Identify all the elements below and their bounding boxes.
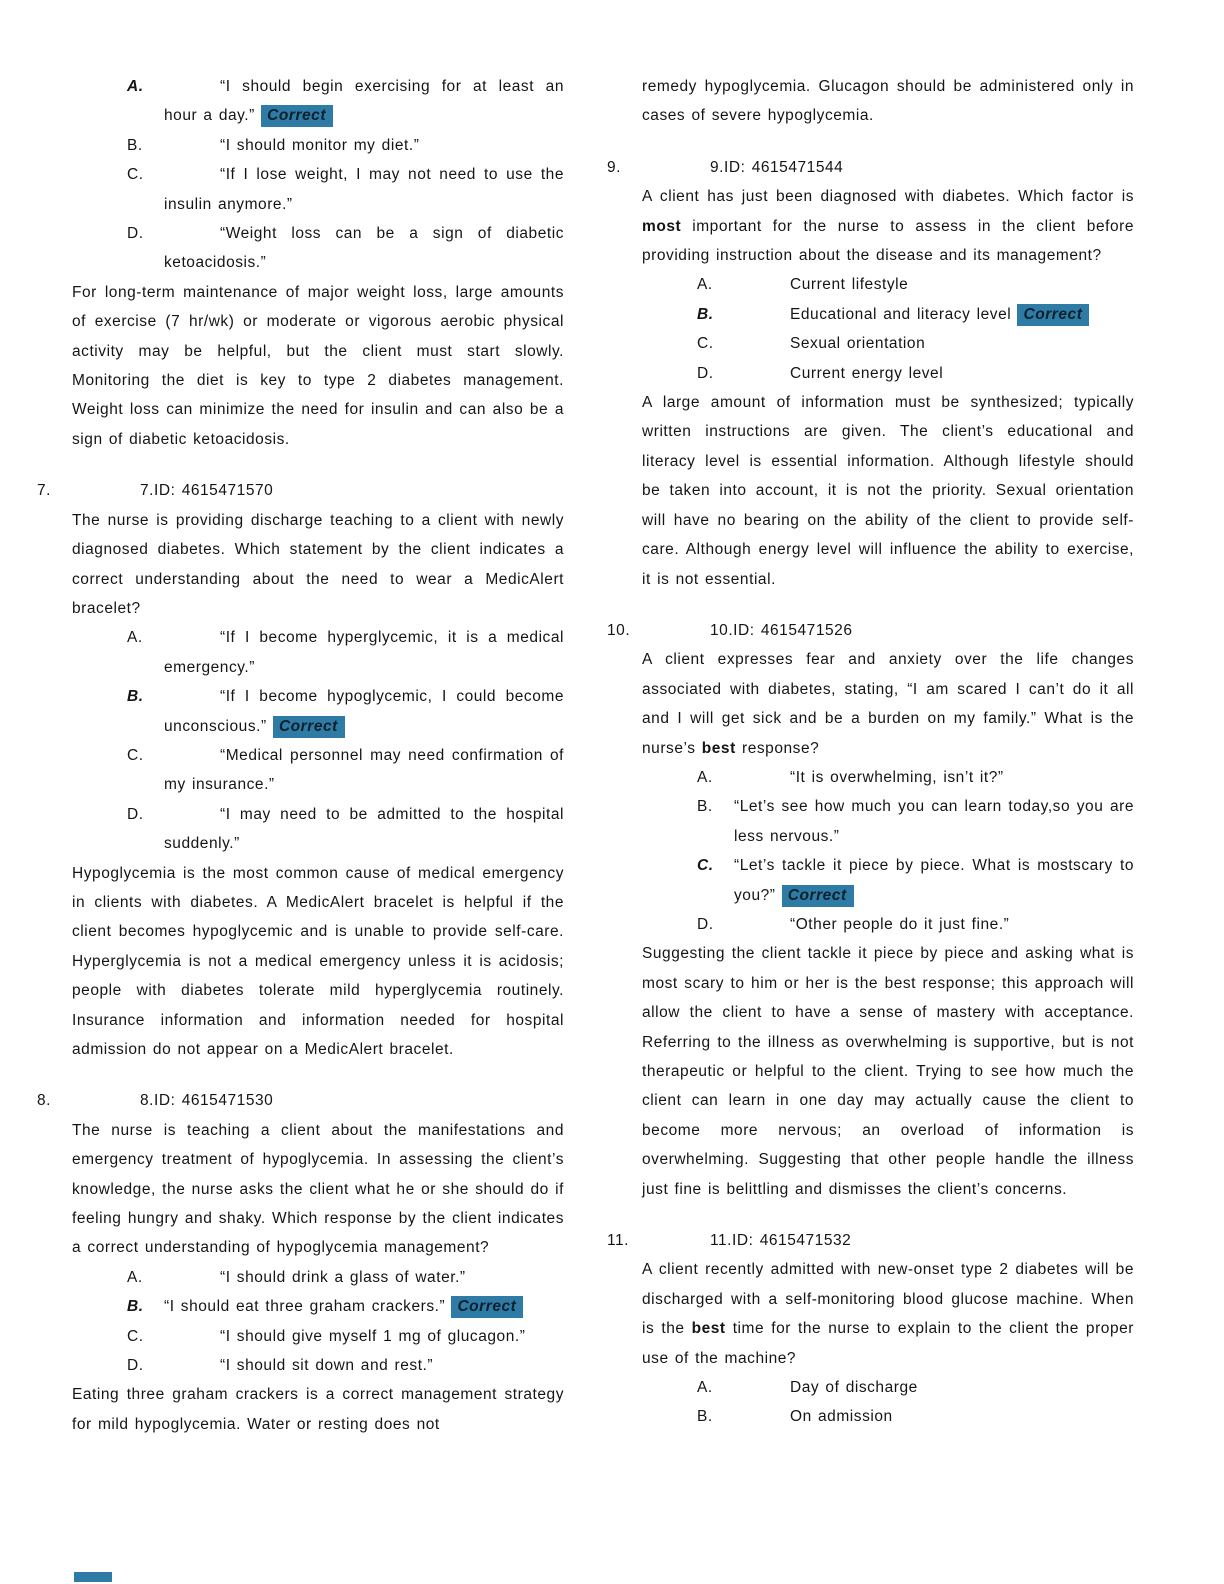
text-run: “I may need to be admitted to the hospital suddenly.” bbox=[164, 805, 564, 853]
option-text bbox=[164, 682, 564, 741]
option-letter: A. bbox=[127, 1268, 143, 1286]
text-run: For long-term maintenance of major weight loss, large amounts of exercise (7 hr/wk) or moderate or vigorous aerobic physical activity may be helpful, but the client must start slowly. Monitoring the diet is key to type 2 diabetes management. Weight loss can minimize the need for insulin and can also be a sign of diabetic ketoacidosis. bbox=[72, 283, 564, 448]
option-text bbox=[164, 1292, 564, 1321]
answer-option bbox=[127, 623, 564, 682]
option-text bbox=[734, 763, 1134, 792]
option-letter: A. bbox=[697, 768, 713, 786]
text-run: “Let’s tackle it piece by piece. What is mostscary to you?” bbox=[734, 857, 1134, 904]
option-letter: B. bbox=[697, 798, 713, 816]
text-run: “If I become hyperglycemic, it is a medical emergency.” bbox=[164, 629, 564, 676]
answer-option bbox=[127, 800, 564, 859]
rationale-text bbox=[72, 859, 564, 1065]
option-letter: D. bbox=[127, 805, 144, 823]
option-letter: D. bbox=[697, 915, 714, 933]
answer-option bbox=[697, 910, 1134, 939]
question-stem bbox=[72, 1116, 564, 1263]
text-run: Sexual orientation bbox=[790, 335, 926, 353]
answer-option bbox=[697, 1402, 1134, 1431]
option-letter: D. bbox=[127, 1357, 144, 1375]
text-run: A client recently admitted with new-onset type 2 diabetes will be discharged with a self-monitoring blood glucose machine. When is the bbox=[642, 1261, 1134, 1338]
option-text bbox=[734, 270, 1134, 299]
rationale-text bbox=[642, 388, 1134, 594]
rationale-text bbox=[72, 278, 564, 454]
rationale-text bbox=[642, 72, 1134, 131]
answer-option bbox=[127, 1263, 564, 1292]
question-number: 7. bbox=[37, 482, 52, 500]
rationale-text bbox=[642, 939, 1134, 1204]
option-text bbox=[734, 300, 1134, 329]
question-header bbox=[607, 153, 1134, 182]
answer-option bbox=[697, 359, 1134, 388]
cutoff-highlight-fragment bbox=[74, 1572, 112, 1582]
option-text bbox=[164, 1322, 564, 1351]
answer-option bbox=[697, 1373, 1134, 1402]
option-text bbox=[164, 160, 564, 219]
text-run: On admission bbox=[790, 1408, 893, 1426]
correct-answer-badge: Correct bbox=[451, 1296, 523, 1318]
text-run: “I should eat three graham crackers.” bbox=[164, 1298, 446, 1316]
question-stem bbox=[642, 182, 1134, 270]
question-id: 8.ID: 4615471530 bbox=[140, 1092, 274, 1110]
text-run: A client expresses fear and anxiety over the life changes associated with diabetes, stating, “I am scared I can’t do it all and I will get sick and be a burden on my family.” What is the nurse’s bbox=[642, 651, 1134, 757]
question-stem bbox=[642, 645, 1134, 763]
answer-option bbox=[127, 682, 564, 741]
emphasis-text: best bbox=[701, 739, 736, 757]
answer-option bbox=[127, 72, 564, 131]
option-letter: A. bbox=[127, 78, 144, 95]
option-text bbox=[734, 1373, 1134, 1402]
correct-answer-badge: Correct bbox=[1017, 304, 1089, 326]
option-text bbox=[164, 219, 564, 278]
text-run: Eating three graham crackers is a correct management strategy for mild hypoglycemia. Water or resting does not bbox=[72, 1386, 564, 1433]
text-run: The nurse is teaching a client about the manifestations and emergency treatment of hypoglycemia. In assessing the client’s knowledge, the nurse asks the client what he or she should do if feeling hungry and shaky. Which response by the client indicates a correct understanding of hypoglycemia management? bbox=[72, 1121, 564, 1257]
text-run: Current energy level bbox=[790, 364, 944, 382]
emphasis-text: most bbox=[642, 217, 682, 235]
correct-answer-badge: Correct bbox=[273, 716, 345, 738]
question-header bbox=[37, 476, 564, 505]
answer-option bbox=[697, 763, 1134, 792]
option-text bbox=[164, 1263, 564, 1292]
option-letter: C. bbox=[697, 857, 714, 875]
rationale-text bbox=[72, 1380, 564, 1439]
answer-option bbox=[697, 329, 1134, 358]
option-letter: C. bbox=[697, 335, 714, 353]
text-run: “If I lose weight, I may not need to use the insulin anymore.” bbox=[164, 166, 564, 213]
option-text bbox=[164, 800, 564, 859]
text-run: Educational and literacy level bbox=[790, 305, 1012, 323]
answer-option bbox=[127, 160, 564, 219]
option-letter: B. bbox=[697, 305, 714, 323]
text-run: “It is overwhelming, isn’t it?” bbox=[790, 768, 1004, 786]
option-letter: C. bbox=[127, 746, 144, 764]
text-run: “I should drink a glass of water.” bbox=[220, 1268, 466, 1286]
option-text bbox=[164, 131, 564, 160]
question-header bbox=[607, 616, 1134, 645]
option-text bbox=[734, 1402, 1134, 1431]
option-text bbox=[164, 72, 564, 131]
option-text bbox=[164, 741, 564, 800]
text-run: A large amount of information must be synthesized; typically written instructions are given. The client’s educational and literacy level is essential information. Although lifestyle should be taken into account, it is not the priority. Sexual orientation will have no bearing on the ability of the client to provide self-care. Although energy level will influence the ability to exercise, it is not essential. bbox=[642, 394, 1134, 588]
question-stem bbox=[642, 1255, 1134, 1373]
question-number: 11. bbox=[607, 1232, 630, 1250]
answer-option bbox=[697, 270, 1134, 299]
question-number: 9. bbox=[607, 158, 622, 176]
option-letter: B. bbox=[697, 1408, 713, 1426]
text-run: Suggesting the client tackle it piece by piece and asking what is most scary to him or her is the best response; this approach will allow the client to have a sense of mastery with acceptance. Referring to the illness as overwhelming is supportive, but is not therapeutic or helpful to the client. Trying to see how much the client can learn in one day may actually cause the client to become more nervous; an overload of information is overwhelming. Suggesting that other people handle the illness just fine is belittling and dismisses the client’s concerns. bbox=[642, 945, 1134, 1198]
option-text bbox=[164, 1351, 564, 1380]
question-id: 11.ID: 4615471532 bbox=[710, 1232, 852, 1250]
emphasis-text: best bbox=[691, 1320, 726, 1338]
question-number: 8. bbox=[37, 1092, 52, 1110]
text-run: remedy hypoglycemia. Glucagon should be administered only in cases of severe hypoglycemia. bbox=[642, 78, 1134, 125]
text-run: The nurse is providing discharge teaching to a client with newly diagnosed diabetes. Which statement by the client indicates a correct understanding about the need to wear a MedicAlert bracelet? bbox=[72, 511, 564, 617]
answer-option bbox=[127, 131, 564, 160]
answer-option bbox=[697, 792, 1134, 851]
text-run: “Medical personnel may need confirmation of my insurance.” bbox=[164, 746, 564, 794]
text-run: response? bbox=[735, 739, 820, 757]
text-run: Current lifestyle bbox=[790, 276, 909, 294]
option-text bbox=[734, 910, 1134, 939]
text-run: “Let’s see how much you can learn today,so you are less nervous.” bbox=[734, 798, 1134, 845]
correct-answer-badge: Correct bbox=[261, 105, 333, 127]
option-text bbox=[734, 359, 1134, 388]
two-column-layout bbox=[37, 72, 1134, 1439]
text-run: “Other people do it just fine.” bbox=[790, 915, 1010, 933]
option-text bbox=[164, 623, 564, 682]
question-header bbox=[607, 1226, 1134, 1255]
answer-option bbox=[127, 1292, 564, 1321]
text-run: “Weight loss can be a sign of diabetic ketoacidosis.” bbox=[164, 225, 564, 272]
right-column bbox=[607, 72, 1134, 1432]
option-letter: A. bbox=[697, 276, 713, 294]
text-run: important for the nurse to assess in the client before providing instruction about the disease and its management? bbox=[642, 217, 1134, 265]
option-letter: C. bbox=[127, 1327, 144, 1345]
option-letter: D. bbox=[697, 364, 714, 382]
answer-option bbox=[697, 300, 1134, 329]
question-header bbox=[37, 1086, 564, 1115]
question-id: 9.ID: 4615471544 bbox=[710, 158, 844, 176]
option-letter: D. bbox=[127, 225, 144, 243]
text-run: “I should monitor my diet.” bbox=[220, 136, 420, 154]
answer-option bbox=[127, 1351, 564, 1380]
text-run: “I should give myself 1 mg of glucagon.” bbox=[220, 1327, 526, 1345]
question-stem bbox=[72, 506, 564, 624]
answer-option bbox=[697, 851, 1134, 910]
question-id: 10.ID: 4615471526 bbox=[710, 621, 853, 639]
option-letter: A. bbox=[127, 629, 143, 647]
option-letter: C. bbox=[127, 166, 144, 184]
option-text bbox=[734, 851, 1134, 910]
question-number: 10. bbox=[607, 621, 631, 639]
text-run: “If I become hypoglycemic, I could become unconscious.” bbox=[164, 688, 564, 735]
text-run: Hypoglycemia is the most common cause of medical emergency in clients with diabetes. A MedicAlert bracelet is helpful if the client becomes hypoglycemic and is unable to provide self-care. Hyperglycemia is not a medical emergency unless it is acidosis; people with diabetes tolerate mild hyperglycemia routinely. Insurance information and information needed for hospital admission do not appear on a MedicAlert bracelet. bbox=[72, 864, 564, 1058]
option-letter: B. bbox=[127, 136, 143, 154]
option-letter: A. bbox=[697, 1379, 713, 1397]
text-run: “I should sit down and rest.” bbox=[220, 1357, 434, 1375]
option-letter: B. bbox=[127, 688, 144, 706]
correct-answer-badge: Correct bbox=[782, 885, 854, 907]
option-text bbox=[734, 329, 1134, 358]
option-text bbox=[734, 792, 1134, 851]
text-run: Day of discharge bbox=[790, 1379, 918, 1397]
answer-option bbox=[127, 219, 564, 278]
text-run: A client has just been diagnosed with diabetes. Which factor is bbox=[642, 188, 1134, 206]
text-run: time for the nurse to explain to the client the proper use of the machine? bbox=[642, 1320, 1134, 1367]
left-column bbox=[37, 72, 564, 1439]
answer-option bbox=[127, 741, 564, 800]
text-run: “I should begin exercising for at least an hour a day.” bbox=[164, 78, 564, 125]
question-id: 7.ID: 4615471570 bbox=[140, 482, 274, 500]
option-letter: B. bbox=[127, 1298, 144, 1316]
answer-option bbox=[127, 1322, 564, 1351]
